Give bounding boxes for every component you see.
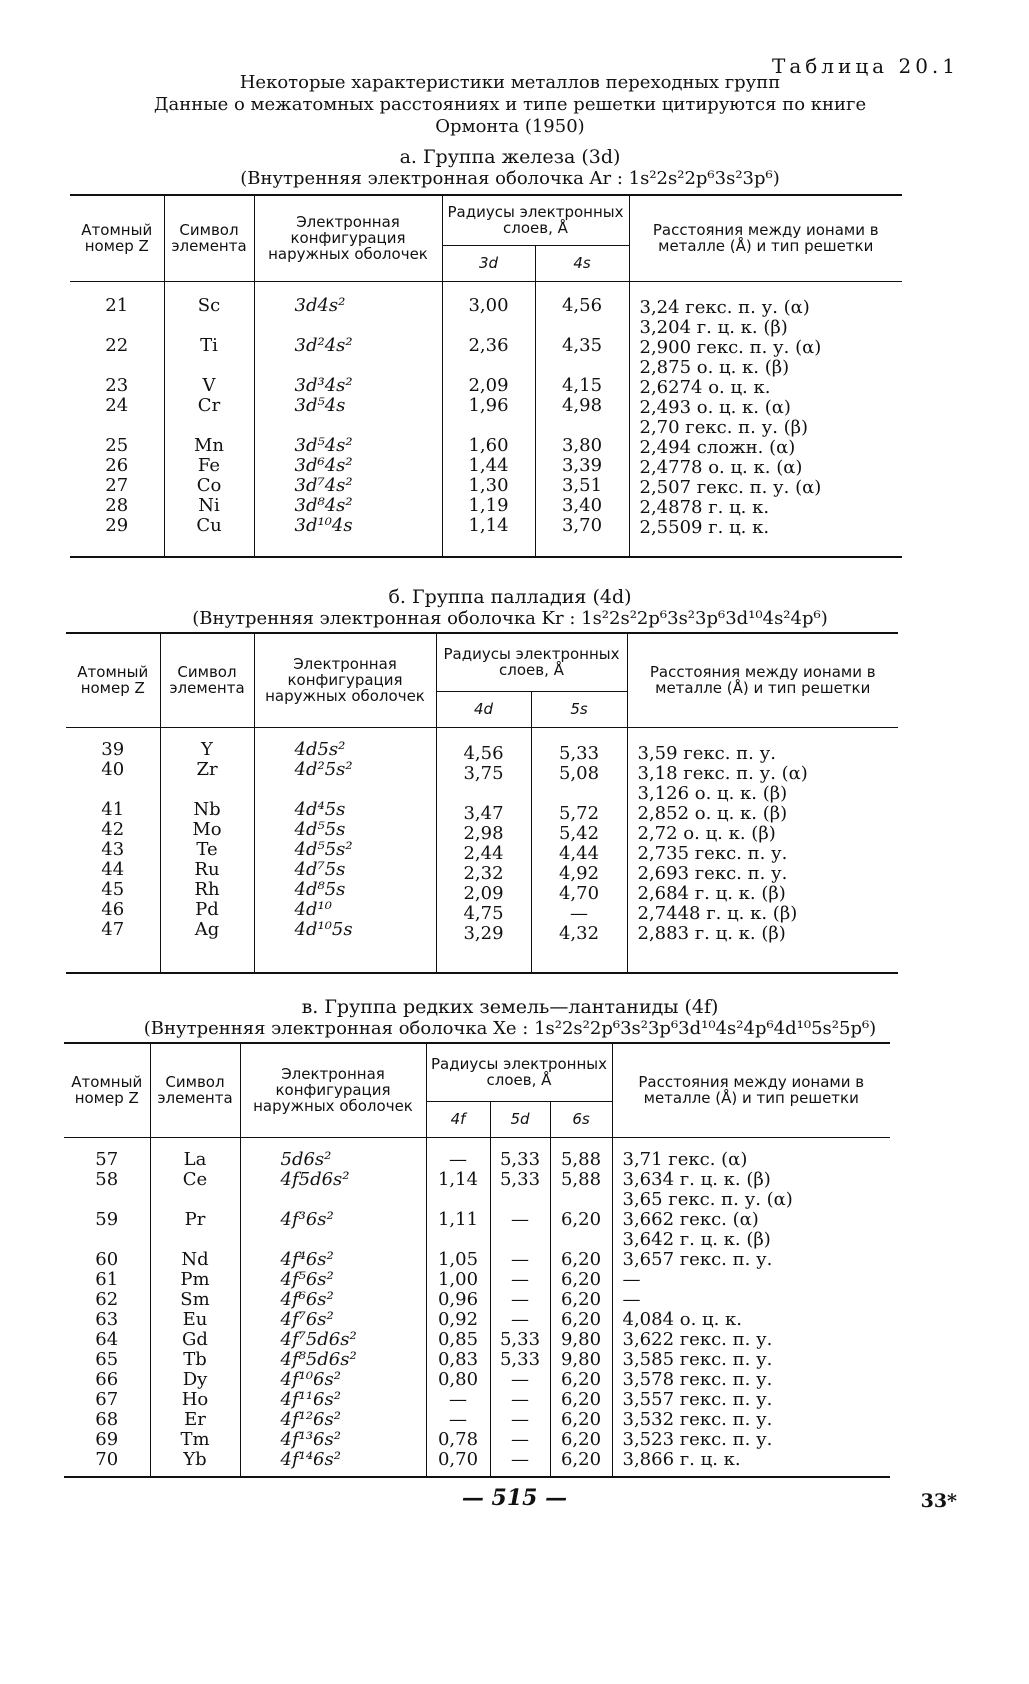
cell-cfg: 3d³4s²	[294, 374, 353, 396]
cell-z: 67	[95, 1388, 119, 1410]
cell-z: 70	[95, 1448, 119, 1470]
cell-z: 60	[95, 1248, 119, 1270]
cell-r2: 4,32	[558, 922, 600, 944]
cell-z: 59	[95, 1208, 119, 1230]
cell-r2: 3,40	[561, 494, 603, 516]
col-radius-5s	[531, 727, 627, 973]
cell-sym: Ni	[198, 494, 220, 516]
cell-distance: 2,875 о. ц. к. (β)	[639, 356, 790, 378]
cell-cfg: 4f³6s²	[280, 1208, 334, 1230]
cell-r1: 1,30	[468, 474, 509, 496]
cell-distance: 2,507 гекс. п. у. (α)	[639, 476, 822, 498]
cell-distance: 2,494 сложн. (α)	[639, 436, 796, 458]
cell-sym: Y	[201, 738, 213, 760]
cell-r3: 9,80	[560, 1328, 602, 1350]
cell-sym: Sm	[180, 1288, 210, 1310]
cell-cfg: 4f⁵6s²	[280, 1268, 334, 1290]
cell-cfg: 4f¹¹6s²	[280, 1388, 341, 1410]
cell-r2: 4,44	[558, 842, 600, 864]
cell-r1: 0,83	[437, 1348, 479, 1370]
cell-z: 64	[95, 1328, 119, 1350]
cell-cfg: 3d⁵4s	[294, 394, 346, 416]
cell-cfg: 3d⁸4s²	[294, 494, 353, 516]
cell-r2: 3,80	[561, 434, 603, 456]
cell-r1: 3,75	[463, 762, 504, 784]
cell-r2: 5,33	[499, 1348, 541, 1370]
cell-r1: 0,92	[437, 1308, 479, 1330]
cell-r3: 6,20	[560, 1388, 602, 1410]
cell-r2: 3,51	[561, 474, 603, 496]
cell-sym: Ce	[182, 1168, 208, 1190]
header-atomic-number: Атомный номер Z	[64, 1043, 150, 1137]
cell-cfg: 4d⁸5s	[294, 878, 346, 900]
cell-z: 40	[101, 758, 125, 780]
cell-cfg: 4f¹⁰6s²	[280, 1368, 341, 1390]
cell-z: 63	[95, 1308, 119, 1330]
cell-cfg: 3d¹⁰4s	[294, 514, 353, 536]
cell-cfg: 3d⁷4s²	[294, 474, 353, 496]
cell-r1: 0,96	[437, 1288, 479, 1310]
cell-r2: 4,70	[558, 882, 600, 904]
cell-distance: 2,72 о. ц. к. (β)	[637, 822, 776, 844]
cell-sym: Sc	[197, 294, 221, 316]
header-atomic-number: Атомный номер Z	[66, 633, 160, 727]
cell-sym: Ru	[194, 858, 220, 880]
cell-r2: 4,98	[561, 394, 603, 416]
table-iron-group	[70, 194, 902, 558]
col-radius-6s	[550, 1137, 612, 1477]
cell-cfg: 4f⁷6s²	[280, 1308, 334, 1330]
cell-r1: 1,11	[437, 1208, 479, 1230]
cell-sym: Dy	[182, 1368, 208, 1390]
header-sub-4s: 4s	[535, 245, 629, 281]
cell-r3: 6,20	[560, 1288, 602, 1310]
cell-r3: 6,20	[560, 1248, 602, 1270]
cell-r2: —	[511, 1408, 529, 1430]
col-atomic	[70, 281, 164, 557]
table-palladium-group	[66, 632, 898, 974]
cell-distance: 2,6274 о. ц. к.	[639, 376, 771, 398]
cell-sym: Cr	[197, 394, 221, 416]
col-symbol	[150, 1137, 240, 1477]
cell-r3: 9,80	[560, 1348, 602, 1370]
cell-z: 22	[105, 334, 129, 356]
cell-r2: 4,15	[561, 374, 603, 396]
cell-cfg: 4f⁸5d6s²	[280, 1348, 357, 1370]
col-radius-5d	[490, 1137, 550, 1477]
header-symbol: Символ элемента	[160, 633, 254, 727]
cell-r2: 4,35	[561, 334, 603, 356]
cell-r2: 5,33	[558, 742, 600, 764]
cell-z: 61	[95, 1268, 119, 1290]
header-radii: Радиусы электронных слоев, Å	[442, 195, 629, 245]
col-radius-4d	[436, 727, 531, 973]
header-distance: Расстояния между ионами в металле (Å) и тип решетки	[629, 195, 902, 281]
cell-z: 43	[101, 838, 125, 860]
cell-sym: Nb	[193, 798, 221, 820]
col-distance	[612, 1137, 890, 1477]
cell-distance: 3,523 гекс. п. у.	[622, 1428, 773, 1450]
cell-sym: Te	[196, 838, 218, 860]
cell-cfg: 4d²5s²	[294, 758, 353, 780]
cell-r3: 6,20	[560, 1428, 602, 1450]
cell-r3: 5,88	[560, 1168, 602, 1190]
cell-z: 69	[95, 1428, 119, 1450]
cell-r1: 1,60	[468, 434, 509, 456]
cell-cfg: 4d¹⁰	[294, 898, 332, 920]
cell-r2: 5,72	[558, 802, 600, 824]
cell-r2: —	[511, 1368, 529, 1390]
cell-cfg: 3d⁵4s²	[294, 434, 353, 456]
cell-cfg: 4d⁵5s²	[294, 838, 353, 860]
cell-r3: 5,88	[560, 1148, 602, 1170]
cell-z: 68	[95, 1408, 119, 1430]
cell-sym: Pm	[180, 1268, 210, 1290]
col-radius-3d	[442, 281, 535, 557]
cell-r1: 2,36	[468, 334, 509, 356]
cell-r1: 1,96	[468, 394, 509, 416]
cell-z: 26	[105, 454, 129, 476]
header-atomic-number: Атомный номер Z	[70, 195, 164, 281]
cell-distance: 3,65 гекс. п. у. (α)	[622, 1188, 793, 1210]
cell-distance: 2,70 гекс. п. у. (β)	[639, 416, 809, 438]
cell-z: 28	[105, 494, 129, 516]
cell-r2: —	[511, 1448, 529, 1470]
cell-sym: Co	[196, 474, 222, 496]
cell-cfg: 4f⁷5d6s²	[280, 1328, 357, 1350]
cell-distance: 2,493 о. ц. к. (α)	[639, 396, 791, 418]
cell-r2: 5,33	[499, 1168, 541, 1190]
cell-cfg: 4f¹⁴6s²	[280, 1448, 341, 1470]
col-distance	[629, 281, 902, 557]
cell-r1: 1,19	[468, 494, 509, 516]
cell-distance: 3,642 г. ц. к. (β)	[622, 1228, 771, 1250]
cell-sym: Mn	[193, 434, 225, 456]
table-lanthanides	[64, 1042, 890, 1478]
cell-r1: 3,00	[468, 294, 509, 316]
cell-cfg: 4d¹⁰5s	[294, 918, 353, 940]
cell-r2: —	[511, 1248, 529, 1270]
cell-r1: 1,14	[468, 514, 509, 536]
cell-r2: 5,08	[558, 762, 600, 784]
header-config: Электронная конфигурация наружных оболочек	[240, 1043, 426, 1137]
cell-r1: 3,47	[463, 802, 504, 824]
cell-r1: 0,80	[437, 1368, 479, 1390]
cell-z: 58	[95, 1168, 119, 1190]
header-sub-5d: 5d	[490, 1101, 550, 1137]
cell-distance: 4,084 о. ц. к.	[622, 1308, 743, 1330]
cell-r1: 1,00	[437, 1268, 479, 1290]
cell-z: 42	[101, 818, 125, 840]
cell-sym: Er	[184, 1408, 206, 1430]
col-radius-4s	[535, 281, 629, 557]
cell-distance: 2,735 гекс. п. у.	[637, 842, 788, 864]
section-a-title: а. Группа железа (3d)	[399, 146, 621, 168]
cell-r3: 6,20	[560, 1448, 602, 1470]
cell-z: 21	[105, 294, 129, 316]
cell-z: 39	[101, 738, 125, 760]
cell-cfg: 5d6s²	[280, 1148, 332, 1170]
header-distance: Расстояния между ионами в металле (Å) и тип решетки	[627, 633, 898, 727]
cell-sym: Tm	[180, 1428, 210, 1450]
header-sub-5s: 5s	[531, 691, 627, 727]
col-config	[254, 727, 436, 973]
cell-z: 46	[101, 898, 125, 920]
cell-distance: 3,622 гекс. п. у.	[622, 1328, 773, 1350]
cell-sym: Yb	[183, 1448, 207, 1470]
cell-distance: 3,657 гекс. п. у.	[622, 1248, 773, 1270]
cell-z: 47	[101, 918, 125, 940]
cell-distance: 3,557 гекс. п. у.	[622, 1388, 773, 1410]
col-symbol	[164, 281, 254, 557]
cell-r1: 0,70	[437, 1448, 479, 1470]
cell-r2: 5,33	[499, 1148, 541, 1170]
cell-r2: 4,56	[561, 294, 603, 316]
table-subtitle-1: Данные о межатомных расстояниях и типе решетки цитируются по книге	[153, 94, 867, 115]
cell-r2: 5,33	[499, 1328, 541, 1350]
cell-distance: 3,634 г. ц. к. (β)	[622, 1168, 771, 1190]
cell-distance: 3,59 гекс. п. у.	[637, 742, 776, 764]
cell-distance: 2,883 г. ц. к. (β)	[637, 922, 786, 944]
cell-r1: 2,98	[463, 822, 504, 844]
page-number: — 515 —	[461, 1485, 568, 1511]
cell-z: 23	[105, 374, 129, 396]
cell-r1: —	[449, 1148, 467, 1170]
header-symbol: Символ элемента	[164, 195, 254, 281]
cell-cfg: 4d5s²	[294, 738, 346, 760]
cell-distance: 3,24 гекс. п. у. (α)	[639, 296, 810, 318]
section-b-title: б. Группа палладия (4d)	[388, 586, 632, 608]
header-sub-4d: 4d	[436, 691, 531, 727]
cell-cfg: 4d⁷5s	[294, 858, 346, 880]
cell-z: 66	[95, 1368, 119, 1390]
cell-r3: 6,20	[560, 1368, 602, 1390]
cell-distance: 2,852 о. ц. к. (β)	[637, 802, 788, 824]
cell-z: 45	[101, 878, 125, 900]
header-radii: Радиусы электронных слоев, Å	[436, 633, 627, 691]
cell-sym: Fe	[197, 454, 221, 476]
cell-distance: —	[622, 1268, 641, 1290]
cell-r2: —	[511, 1208, 529, 1230]
cell-cfg: 3d⁶4s²	[294, 454, 353, 476]
cell-sym: Tb	[183, 1348, 207, 1370]
cell-sym: Ag	[194, 918, 220, 940]
cell-cfg: 4f⁴6s²	[280, 1248, 334, 1270]
section-c-shell: (Внутренняя электронная оболочка Xe : 1s²2s²2p⁶3s²3p⁶3d¹⁰4s²4p⁶4d¹⁰5s²5p⁶)	[143, 1018, 877, 1039]
cell-sym: La	[183, 1148, 207, 1170]
col-config	[240, 1137, 426, 1477]
cell-z: 57	[95, 1148, 119, 1170]
cell-cfg: 3d4s²	[294, 294, 346, 316]
cell-r3: 6,20	[560, 1308, 602, 1330]
cell-distance: 2,4778 о. ц. к. (α)	[639, 456, 803, 478]
header-sub-3d: 3d	[442, 245, 535, 281]
cell-distance: 3,578 гекс. п. у.	[622, 1368, 773, 1390]
header-sub-6s: 6s	[550, 1101, 612, 1137]
section-a-shell: (Внутренняя электронная оболочка Ar : 1s²2s²2p⁶3s²3p⁶)	[240, 168, 780, 189]
cell-distance: 2,900 гекс. п. у. (α)	[639, 336, 822, 358]
cell-distance: 3,532 гекс. п. у.	[622, 1408, 773, 1430]
header-sub-4f: 4f	[426, 1101, 490, 1137]
cell-distance: 3,18 гекс. п. у. (α)	[637, 762, 808, 784]
cell-sym: Zr	[196, 758, 218, 780]
signature-mark: 33*	[920, 1490, 957, 1512]
cell-distance: 2,684 г. ц. к. (β)	[637, 882, 786, 904]
col-config	[254, 281, 442, 557]
cell-r1: 0,85	[437, 1328, 479, 1350]
cell-sym: Mo	[192, 818, 222, 840]
cell-r1: 3,29	[463, 922, 504, 944]
col-atomic	[64, 1137, 150, 1477]
cell-z: 25	[105, 434, 129, 456]
cell-r2: 3,39	[561, 454, 603, 476]
cell-sym: Rh	[194, 878, 220, 900]
cell-r1: 2,32	[463, 862, 504, 884]
cell-cfg: 4f¹²6s²	[280, 1408, 341, 1430]
cell-cfg: 3d²4s²	[294, 334, 353, 356]
cell-r1: 2,09	[468, 374, 509, 396]
cell-sym: Ti	[200, 334, 218, 356]
cell-distance: 3,662 гекс. (α)	[622, 1208, 759, 1230]
cell-r2: —	[511, 1268, 529, 1290]
cell-z: 27	[105, 474, 129, 496]
cell-distance: 2,4878 г. ц. к.	[639, 496, 770, 518]
cell-r1: 0,78	[437, 1428, 479, 1450]
header-config: Электронная конфигурация наружных оболочек	[254, 633, 436, 727]
cell-z: 62	[95, 1288, 119, 1310]
cell-sym: V	[202, 374, 216, 396]
cell-sym: Ho	[181, 1388, 209, 1410]
cell-r3: 6,20	[560, 1268, 602, 1290]
cell-cfg: 4f5d6s²	[280, 1168, 350, 1190]
cell-sym: Eu	[182, 1308, 208, 1330]
header-distance: Расстояния между ионами в металле (Å) и тип решетки	[612, 1043, 890, 1137]
cell-r2: —	[511, 1428, 529, 1450]
cell-r1: 2,44	[463, 842, 504, 864]
cell-r2: 4,92	[558, 862, 600, 884]
cell-r2: —	[570, 902, 588, 924]
cell-distance: 3,866 г. ц. к.	[622, 1448, 741, 1470]
cell-z: 44	[101, 858, 125, 880]
cell-cfg: 4d⁴5s	[294, 798, 346, 820]
cell-distance: 3,204 г. ц. к. (β)	[639, 316, 788, 338]
cell-distance: 3,71 гекс. (α)	[622, 1148, 748, 1170]
cell-distance: —	[622, 1288, 641, 1310]
header-radii: Радиусы электронных слоев, Å	[426, 1043, 612, 1101]
cell-distance: 3,585 гекс. п. у.	[622, 1348, 773, 1370]
section-b-shell: (Внутренняя электронная оболочка Kr : 1s²2s²2p⁶3s²3p⁶3d¹⁰4s²4p⁶)	[192, 608, 828, 629]
cell-sym: Pd	[195, 898, 219, 920]
cell-cfg: 4d⁵5s	[294, 818, 346, 840]
col-distance	[627, 727, 898, 973]
cell-r1: 1,14	[437, 1168, 479, 1190]
cell-distance: 2,5509 г. ц. к.	[639, 516, 770, 538]
cell-sym: Cu	[196, 514, 222, 536]
table-subtitle-2: Ормонта (1950)	[435, 116, 585, 137]
cell-distance: 3,126 о. ц. к. (β)	[637, 782, 788, 804]
cell-cfg: 4f⁶6s²	[280, 1288, 334, 1310]
cell-z: 24	[105, 394, 129, 416]
cell-r2: 3,70	[561, 514, 603, 536]
cell-z: 29	[105, 514, 129, 536]
cell-r2: —	[511, 1308, 529, 1330]
cell-sym: Gd	[182, 1328, 208, 1350]
col-symbol	[160, 727, 254, 973]
cell-distance: 2,693 гекс. п. у.	[637, 862, 788, 884]
header-config: Электронная конфигурация наружных оболочек	[254, 195, 442, 281]
cell-sym: Pr	[184, 1208, 206, 1230]
table-title: Некоторые характеристики металлов переходных групп	[239, 72, 781, 93]
cell-cfg: 4f¹³6s²	[280, 1428, 341, 1450]
section-c-title: в. Группа редких земель—лантаниды (4f)	[301, 996, 719, 1018]
cell-r1: 4,56	[463, 742, 504, 764]
cell-r3: 6,20	[560, 1408, 602, 1430]
cell-r2: —	[511, 1288, 529, 1310]
cell-r1: —	[449, 1388, 467, 1410]
cell-z: 65	[95, 1348, 119, 1370]
table-number: Таблица 20.1	[771, 54, 959, 78]
cell-distance: 2,7448 г. ц. к. (β)	[637, 902, 798, 924]
col-radius-4f	[426, 1137, 490, 1477]
cell-r1: —	[449, 1408, 467, 1430]
cell-r1: 1,05	[437, 1248, 479, 1270]
col-atomic	[66, 727, 160, 973]
cell-sym: Nd	[181, 1248, 209, 1270]
cell-r2: —	[511, 1388, 529, 1410]
cell-r2: 5,42	[558, 822, 600, 844]
header-symbol: Символ элемента	[150, 1043, 240, 1137]
cell-r1: 4,75	[463, 902, 504, 924]
cell-r1: 1,44	[468, 454, 509, 476]
cell-r3: 6,20	[560, 1208, 602, 1230]
cell-z: 41	[101, 798, 125, 820]
cell-r1: 2,09	[463, 882, 504, 904]
